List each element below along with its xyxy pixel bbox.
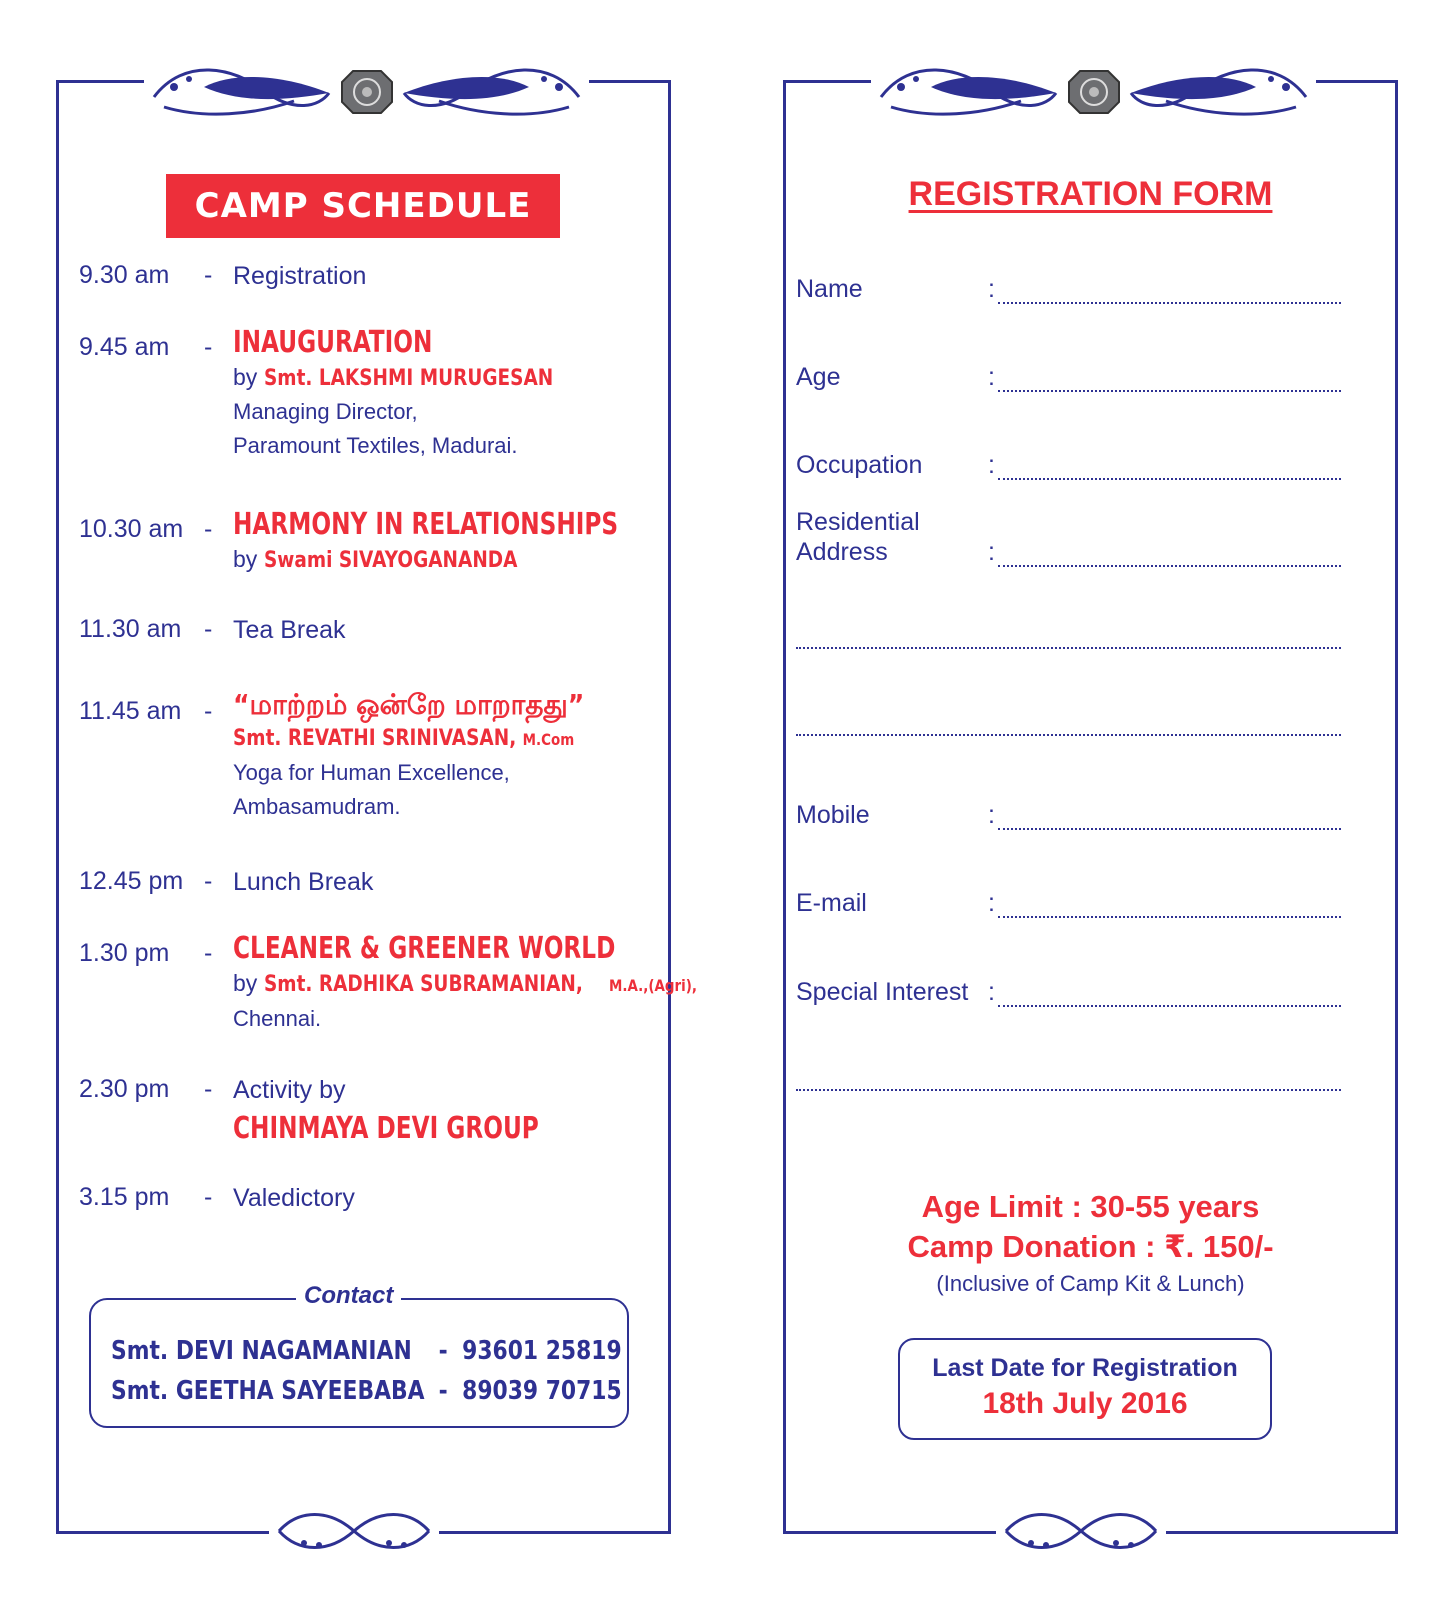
schedule-dash: - — [204, 697, 213, 725]
field-label: Occupation — [796, 451, 923, 479]
by-word: by — [233, 364, 258, 390]
by-line — [233, 543, 663, 577]
field-label: Name — [796, 275, 863, 303]
field-colon: : — [988, 889, 995, 917]
address-input-line-3[interactable] — [796, 734, 1341, 736]
schedule-time: 9.30 am — [79, 261, 170, 289]
schedule-dash: - — [204, 939, 213, 967]
email-field[interactable] — [796, 880, 1341, 920]
speaker-name: Smt. LAKSHMI MURUGESAN — [263, 366, 553, 391]
contact-name: Smt. GEETHA SAYEEBABA — [111, 1376, 425, 1406]
contact-box — [89, 1282, 629, 1428]
schedule-dash: - — [204, 333, 213, 361]
occupation-input-line[interactable] — [998, 478, 1341, 480]
field-colon: : — [988, 451, 995, 479]
event-title: “மாற்றம் ஒன்றே மாறாதது” — [233, 688, 585, 721]
floral-ornament-icon — [144, 57, 589, 125]
event-title: CHINMAYA DEVI GROUP — [233, 1111, 539, 1146]
schedule-dash: - — [204, 261, 213, 289]
speaker-info: Managing Director, — [233, 399, 418, 424]
speaker-info: Yoga for Human Excellence, — [233, 760, 510, 785]
speaker-info: Chennai. — [233, 1006, 322, 1031]
address-input-line-2[interactable] — [796, 647, 1341, 649]
mobile-input-line[interactable] — [998, 828, 1341, 830]
special-interest-field[interactable] — [796, 969, 1341, 1009]
speaker-name: Smt. REVATHI SRINIVASAN, — [233, 726, 517, 751]
occupation-field[interactable] — [796, 442, 1341, 482]
schedule-dash: - — [204, 867, 213, 895]
address-field[interactable] — [796, 508, 1341, 569]
field-colon: : — [988, 801, 995, 829]
swirl-ornament-icon — [269, 1509, 439, 1553]
speaker-credential: M.Com — [522, 730, 575, 749]
special-interest-input-line[interactable] — [998, 1005, 1341, 1007]
schedule-time: 9.45 am — [79, 333, 170, 361]
mobile-field[interactable] — [796, 792, 1341, 832]
event-title: CLEANER & GREENER WORLD — [233, 931, 616, 966]
name-input-line[interactable] — [998, 302, 1341, 304]
schedule-time: 1.30 pm — [79, 939, 170, 967]
field-label: Age — [796, 363, 841, 391]
field-label: Mobile — [796, 801, 870, 829]
address-input-line[interactable] — [998, 565, 1341, 567]
schedule-text: Registration — [233, 262, 367, 290]
last-date-value: 18th July 2016 — [982, 1387, 1188, 1420]
contact-phone[interactable]: 93601 25819 — [462, 1336, 622, 1366]
registration-form-heading: REGISTRATION FORM — [908, 175, 1273, 213]
schedule-text: Tea Break — [233, 616, 346, 644]
contact-name: Smt. DEVI NAGAMANIAN — [111, 1336, 412, 1366]
camp-schedule-heading: CAMP SCHEDULE — [166, 174, 560, 238]
swirl-ornament-icon — [996, 1509, 1166, 1553]
age-limit: Age Limit : 30-55 years — [921, 1189, 1260, 1224]
email-input-line[interactable] — [998, 916, 1341, 918]
contact-row — [111, 1336, 622, 1366]
field-label — [796, 507, 920, 567]
contact-label: Contact — [296, 1282, 401, 1310]
field-colon: : — [988, 275, 995, 303]
schedule-time: 2.30 pm — [79, 1075, 170, 1103]
by-line — [233, 967, 698, 1002]
speaker-line — [233, 723, 594, 756]
schedule-time: 11.30 am — [79, 615, 182, 643]
donation-note: (Inclusive of Camp Kit & Lunch) — [936, 1271, 1245, 1296]
schedule-dash: - — [204, 615, 213, 643]
age-input-line[interactable] — [998, 390, 1341, 392]
schedule-text: Valedictory — [233, 1184, 355, 1212]
schedule-dash: - — [204, 515, 213, 543]
address-label-line2: Address — [796, 538, 888, 566]
contact-dash: - — [438, 1336, 448, 1366]
schedule-time: 11.45 am — [79, 697, 182, 725]
camp-donation: Camp Donation : ₹. 150/- — [907, 1229, 1274, 1264]
speaker-name: Swami SIVAYOGANANDA — [263, 548, 518, 573]
camp-schedule-panel — [56, 80, 698, 1534]
schedule-dash: - — [204, 1183, 213, 1211]
last-date-box — [898, 1338, 1272, 1440]
registration-form-panel — [783, 80, 1398, 1534]
contact-row — [111, 1376, 622, 1406]
address-label-line1: Residential — [796, 508, 920, 536]
schedule-text: Lunch Break — [233, 868, 374, 896]
floral-ornament-icon — [871, 57, 1316, 125]
contact-phone[interactable]: 89039 70715 — [462, 1376, 622, 1406]
speaker-name: Smt. RADHIKA SUBRAMANIAN, — [263, 972, 583, 997]
event-title: INAUGURATION — [233, 325, 433, 360]
name-field[interactable] — [796, 266, 1341, 306]
by-word: by — [233, 546, 258, 572]
speaker-credential: M.A.,(Agri), — [609, 976, 698, 995]
field-label: Special Interest — [796, 978, 969, 1006]
contact-dash: - — [438, 1376, 448, 1406]
event-title: HARMONY IN RELATIONSHIPS — [233, 507, 619, 542]
by-word: by — [233, 970, 258, 996]
field-colon: : — [988, 363, 995, 391]
schedule-time: 10.30 am — [79, 515, 184, 543]
field-label: E-mail — [796, 889, 867, 917]
speaker-info: Paramount Textiles, Madurai. — [233, 433, 518, 458]
schedule-time: 12.45 pm — [79, 867, 184, 895]
schedule-dash: - — [204, 1075, 213, 1103]
schedule-time: 3.15 pm — [79, 1183, 170, 1211]
field-colon: : — [988, 978, 995, 1006]
last-date-label: Last Date for Registration — [932, 1354, 1238, 1382]
speaker-info: Ambasamudram. — [233, 794, 401, 819]
special-interest-input-line-2[interactable] — [796, 1089, 1341, 1091]
schedule-text: Activity by — [233, 1076, 346, 1104]
field-colon: : — [988, 538, 995, 566]
age-field[interactable] — [796, 354, 1341, 394]
by-line — [233, 361, 663, 395]
